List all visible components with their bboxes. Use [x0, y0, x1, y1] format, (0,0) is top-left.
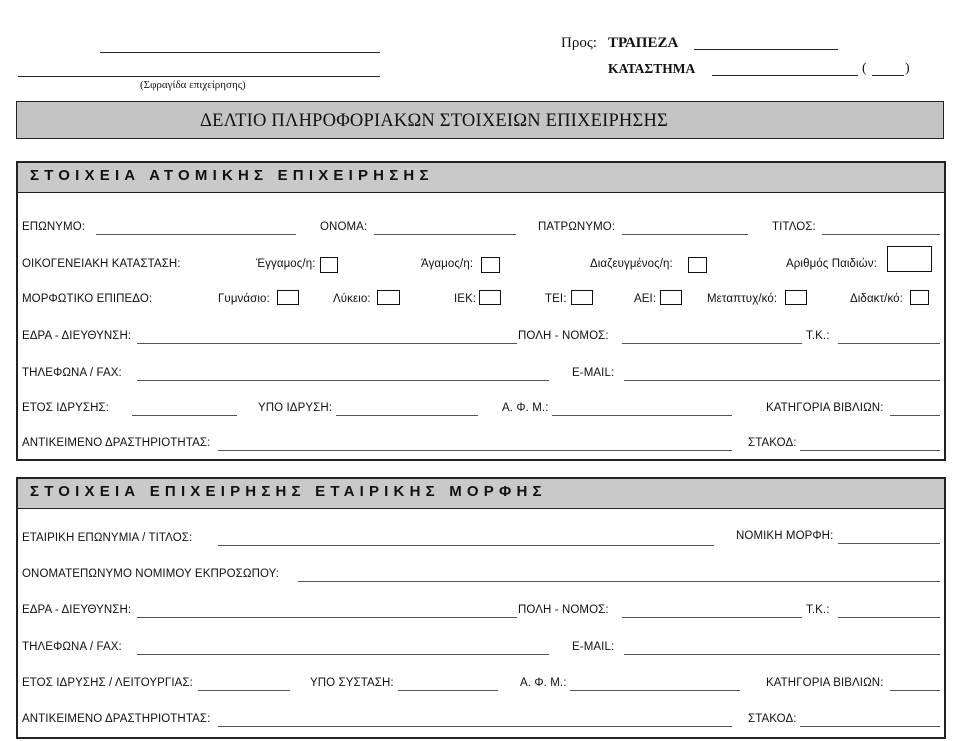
address-label: ΕΔΡΑ - ΔΙΕΥΘΥΝΣΗ:: [22, 330, 132, 342]
stamp-line-1[interactable]: [100, 52, 380, 53]
bank-field[interactable]: [694, 49, 838, 50]
lykeio-checkbox[interactable]: [377, 290, 400, 305]
children-count-box[interactable]: [887, 246, 932, 272]
company-stakod-field[interactable]: [800, 726, 940, 727]
stamp-label: (Σφραγίδα επιχείρησης): [140, 79, 246, 91]
under-founding-field[interactable]: [336, 415, 478, 416]
company-address-label: ΕΔΡΑ - ΔΙΕΥΘΥΝΣΗ:: [22, 604, 132, 616]
single-checkbox[interactable]: [481, 257, 500, 273]
company-tk-label: Τ.Κ.:: [806, 604, 830, 616]
married-checkbox[interactable]: [320, 257, 338, 273]
lykeio-label: Λύκειο:: [333, 293, 371, 305]
branch-field[interactable]: [712, 75, 858, 76]
to-label: Προς:: [561, 35, 597, 51]
phones-label: ΤΗΛΕΦΩΝΑ / FAX:: [22, 367, 122, 379]
company-afm-label: Α. Φ. Μ.:: [520, 677, 567, 689]
stakod-label: ΣΤΑΚΟΔ:: [748, 437, 797, 449]
section-individual: [16, 161, 946, 461]
company-afm-field[interactable]: [570, 690, 740, 691]
email-field[interactable]: [624, 380, 940, 381]
branch-paren-open: (: [862, 61, 867, 76]
afm-field[interactable]: [552, 415, 732, 416]
company-founded-field[interactable]: [198, 690, 290, 691]
email-label: E-MAIL:: [572, 367, 615, 379]
company-name-label: ΕΤΑΙΡΙΚΗ ΕΠΩΝΥΜΙΑ / ΤΙΤΛΟΣ:: [22, 532, 193, 544]
stamp-line-2[interactable]: [18, 76, 380, 77]
books-label: ΚΑΤΗΓΟΡΙΑ ΒΙΒΛΙΩΝ:: [766, 402, 884, 414]
gymnasio-checkbox[interactable]: [277, 290, 299, 305]
city-label: ΠΟΛΗ - ΝΟΜΟΣ:: [518, 330, 609, 342]
representative-field[interactable]: [298, 581, 940, 582]
company-founded-label: ΕΤΟΣ ΙΔΡΥΣΗΣ / ΛΕΙΤΟΥΡΓΙΑΣ:: [22, 677, 193, 689]
gymnasio-label: Γυμνάσιο:: [218, 293, 270, 305]
divorced-checkbox[interactable]: [688, 257, 707, 273]
single-label: Άγαμος/η:: [421, 258, 474, 270]
afm-label: Α. Φ. Μ.:: [502, 402, 549, 414]
branch-code-field[interactable]: [872, 75, 904, 76]
company-under-field[interactable]: [398, 690, 498, 691]
marital-label: ΟΙΚΟΓΕΝΕΙΑΚΗ ΚΑΤΑΣΤΑΣΗ:: [22, 258, 181, 270]
legal-form-label: ΝΟΜΙΚΗ ΜΟΡΦΗ:: [736, 530, 834, 542]
tk-field[interactable]: [838, 343, 940, 344]
didakt-label: Διδακτ/κό:: [850, 293, 903, 305]
branch-label: ΚΑΤΑΣΤΗΜΑ: [608, 61, 696, 76]
section-company-heading-band: [18, 479, 944, 509]
didakt-checkbox[interactable]: [910, 290, 929, 305]
company-email-label: E-MAIL:: [572, 641, 615, 653]
company-books-field[interactable]: [890, 690, 940, 691]
name-field[interactable]: [374, 234, 516, 235]
tei-label: ΤΕΙ:: [545, 293, 567, 305]
founded-label: ΕΤΟΣ ΙΔΡΥΣΗΣ:: [22, 402, 109, 414]
surname-field[interactable]: [96, 234, 296, 235]
phones-field[interactable]: [137, 380, 549, 381]
iek-checkbox[interactable]: [479, 290, 501, 305]
activity-label: ΑΝΤΙΚΕΙΜΕΝΟ ΔΡΑΣΤΗΡΙΟΤΗΤΑΣ:: [22, 437, 211, 449]
company-activity-label: ΑΝΤΙΚΕΙΜΕΝΟ ΔΡΑΣΤΗΡΙΟΤΗΤΑΣ:: [22, 713, 211, 725]
company-address-field[interactable]: [137, 617, 517, 618]
company-under-label: ΥΠΟ ΣΥΣΤΑΣΗ:: [310, 677, 394, 689]
name-label: ΟΝΟΜΑ:: [320, 221, 368, 233]
company-activity-field[interactable]: [218, 726, 732, 727]
company-phones-field[interactable]: [137, 654, 549, 655]
section-individual-heading: ΣΤΟΙΧΕΙΑ ΑΤΟΜΙΚΗΣ ΕΠΙΧΕΙΡΗΣΗΣ: [30, 167, 434, 184]
representative-label: ΟΝΟΜΑΤΕΠΩΝΥΜΟ ΝΟΜΙΜΟΥ ΕΚΠΡΟΣΩΠΟΥ:: [22, 568, 280, 580]
married-label: Έγγαμος/η:: [256, 258, 316, 270]
company-email-field[interactable]: [624, 654, 940, 655]
aei-checkbox[interactable]: [660, 290, 682, 305]
form-title: ΔΕΛΤΙΟ ΠΛΗΡΟΦΟΡΙΑΚΩΝ ΣΤΟΙΧΕΙΩΝ ΕΠΙΧΕΙΡΗΣΗΣ: [200, 111, 668, 131]
title-field[interactable]: [822, 234, 940, 235]
address-field[interactable]: [137, 343, 517, 344]
under-founding-label: ΥΠΟ ΙΔΡΥΣΗ:: [258, 402, 333, 414]
company-city-field[interactable]: [622, 617, 802, 618]
books-field[interactable]: [890, 415, 940, 416]
title-bar: [16, 101, 944, 139]
stakod-field[interactable]: [800, 450, 940, 451]
education-label: ΜΟΡΦΩΤΙΚΟ ΕΠΙΠΕΔΟ:: [22, 293, 153, 305]
city-field[interactable]: [622, 343, 802, 344]
section-individual-heading-band: [18, 163, 944, 193]
company-name-field[interactable]: [218, 545, 714, 546]
father-field[interactable]: [622, 234, 748, 235]
founded-field[interactable]: [132, 415, 237, 416]
metaptyx-checkbox[interactable]: [785, 290, 807, 305]
tei-checkbox[interactable]: [571, 290, 593, 305]
divorced-label: Διαζευγμένος/η:: [590, 258, 673, 270]
title-label: ΤΙΤΛΟΣ:: [772, 221, 816, 233]
company-stakod-label: ΣΤΑΚΟΔ:: [748, 713, 797, 725]
company-phones-label: ΤΗΛΕΦΩΝΑ / FAX:: [22, 641, 122, 653]
company-city-label: ΠΟΛΗ - ΝΟΜΟΣ:: [518, 604, 609, 616]
aei-label: ΑΕΙ:: [634, 293, 657, 305]
surname-label: ΕΠΩΝΥΜΟ:: [22, 221, 86, 233]
metaptyx-label: Μεταπτυχ/κό:: [707, 293, 778, 305]
children-label: Αριθμός Παιδιών:: [786, 258, 877, 270]
tk-label: Τ.Κ.:: [806, 330, 830, 342]
branch-paren-close: ): [905, 61, 910, 76]
father-label: ΠΑΤΡΩΝΥΜΟ:: [538, 221, 616, 233]
bank-label: ΤΡΑΠΕΖΑ: [608, 35, 679, 51]
legal-form-field[interactable]: [838, 543, 940, 544]
activity-field[interactable]: [218, 450, 732, 451]
company-tk-field[interactable]: [838, 617, 940, 618]
iek-label: ΙΕΚ:: [454, 293, 477, 305]
section-company-heading: ΣΤΟΙΧΕΙΑ ΕΠΙΧΕΙΡΗΣΗΣ ΕΤΑΙΡΙΚΗΣ ΜΟΡΦΗΣ: [30, 483, 547, 500]
company-books-label: ΚΑΤΗΓΟΡΙΑ ΒΙΒΛΙΩΝ:: [766, 677, 884, 689]
